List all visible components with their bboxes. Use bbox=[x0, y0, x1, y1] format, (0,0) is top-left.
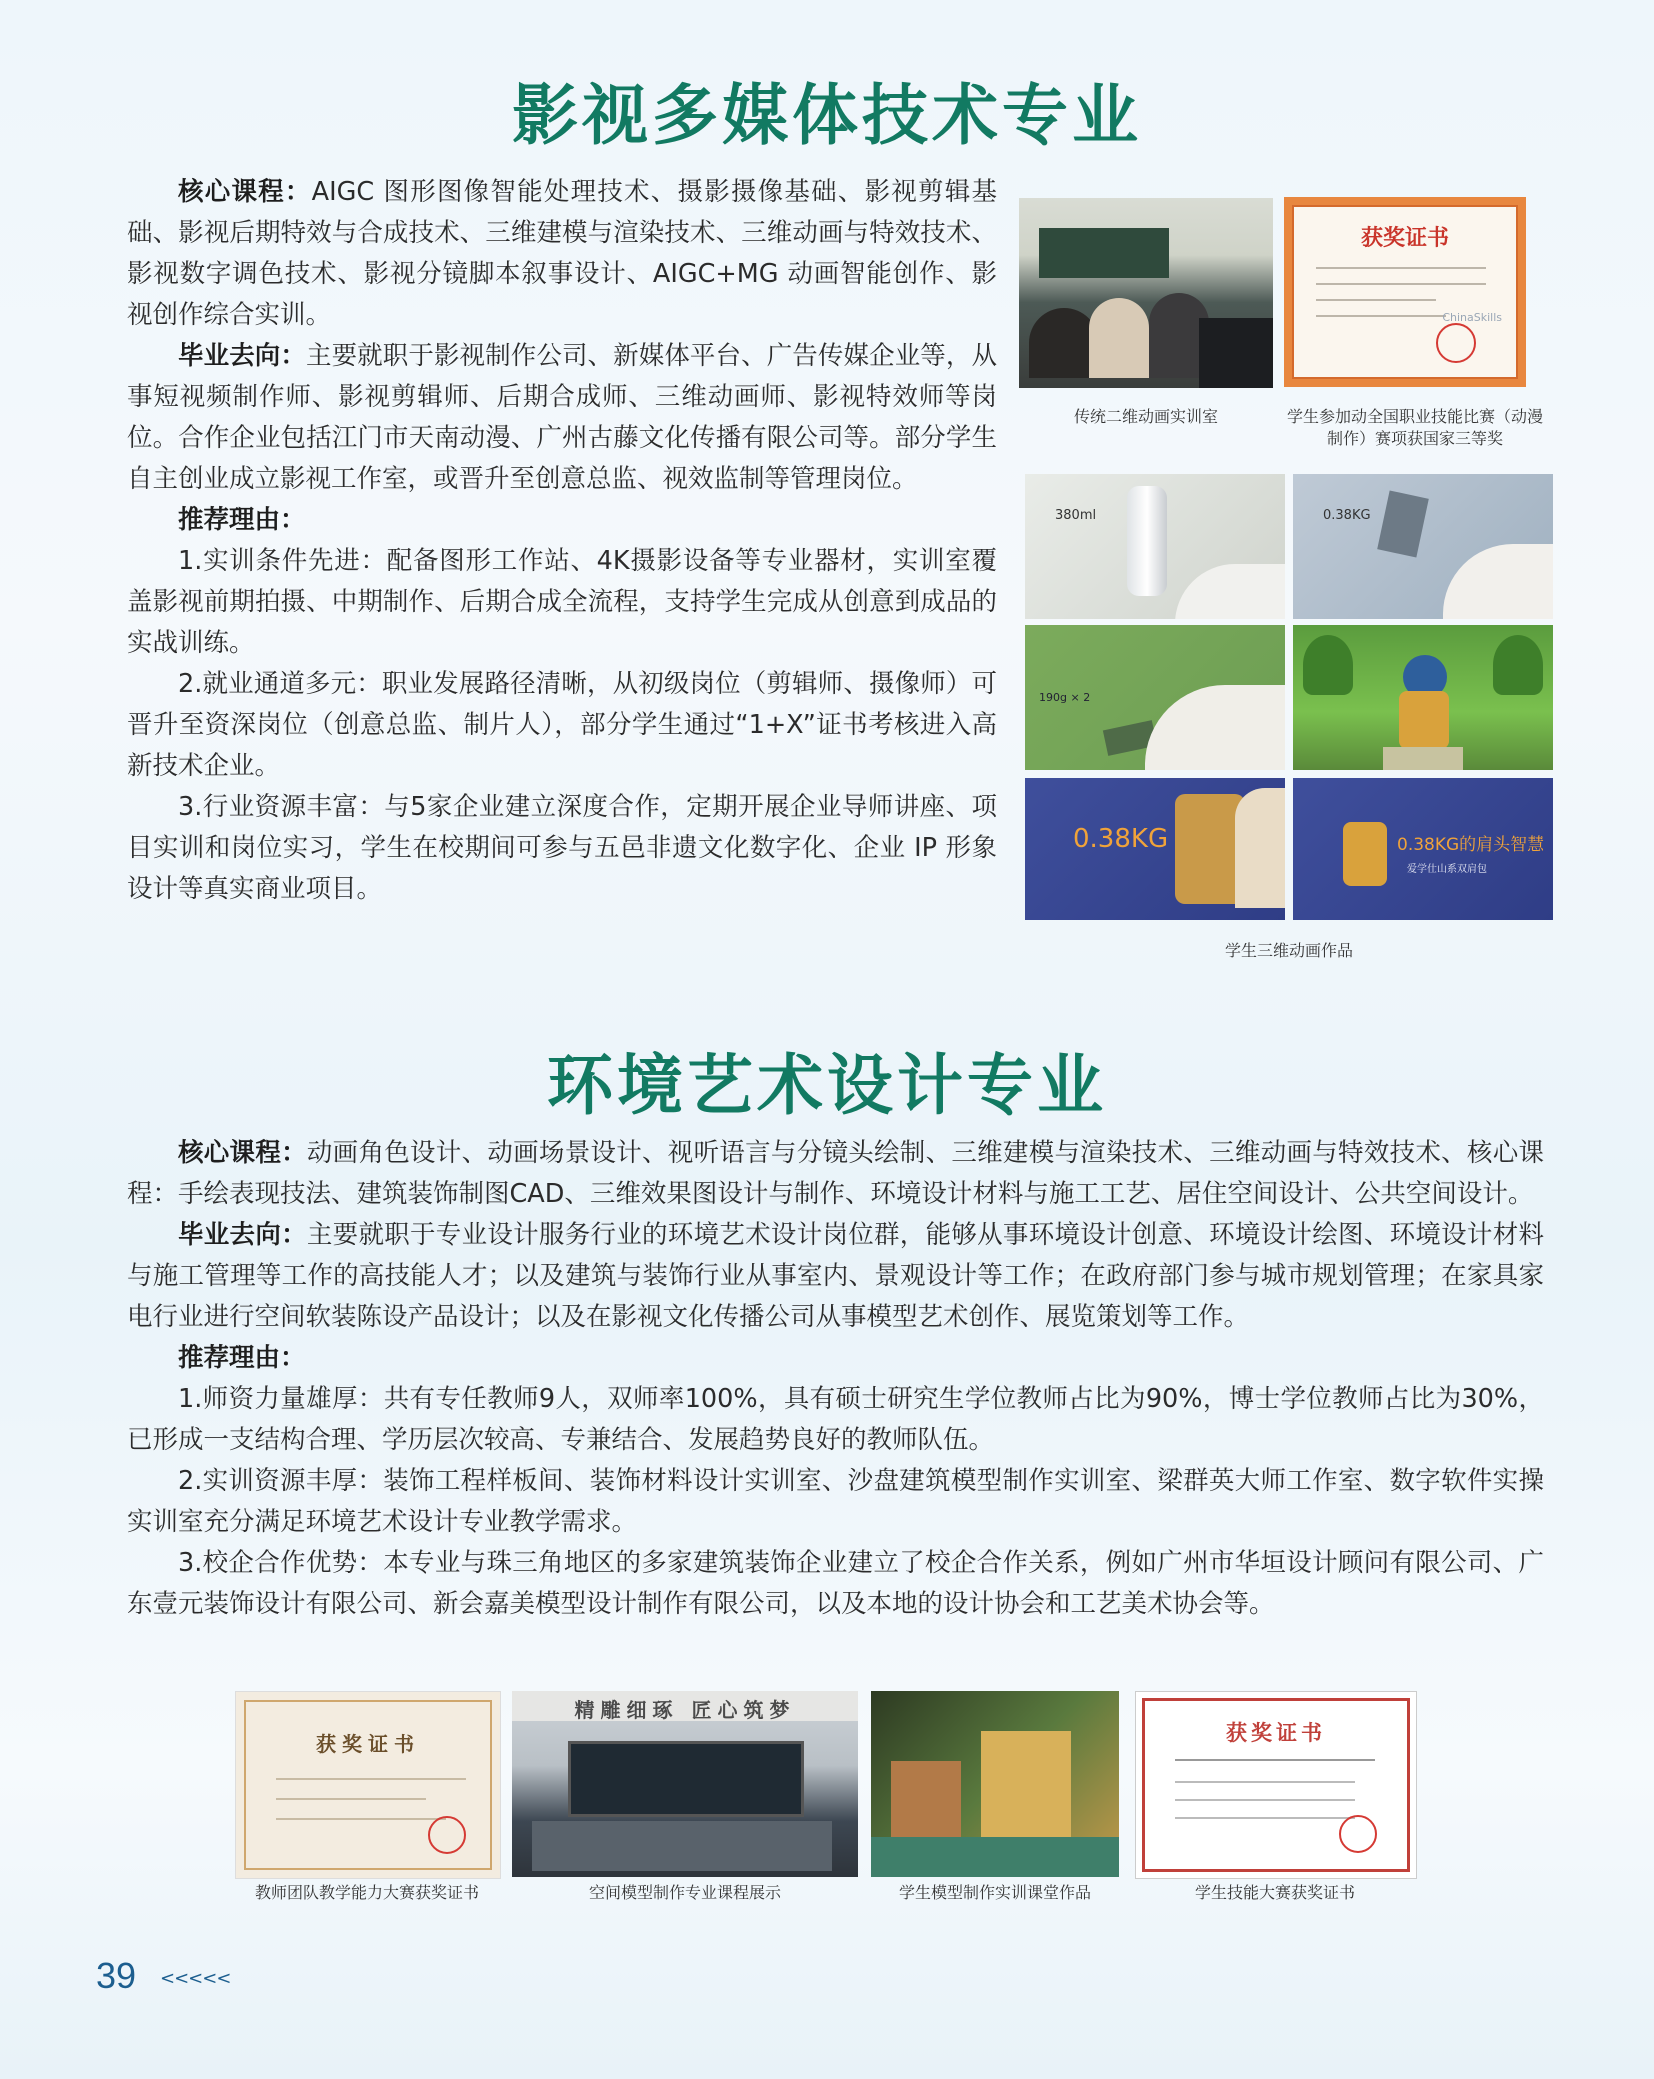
core-label: 核心课程： bbox=[178, 177, 312, 207]
award-caption: 学生参加动全国职业技能比赛（动漫制作）赛项获国家三等奖 bbox=[1286, 407, 1543, 448]
render-powerbank: 0.38KG bbox=[1293, 474, 1553, 619]
section2-text bbox=[127, 1133, 1544, 1625]
section2-title: 环境艺术设计专业 bbox=[547, 1047, 1107, 1124]
section1-reason-1: 1.实训条件先进：配备图形工作站、4K摄影设备等专业器材，实训室覆盖影视前期拍摄、中期制作、后期合成全流程，支持学生完成从创意到成品的实战训练。 bbox=[127, 546, 997, 658]
section2-core-paragraph: 核心课程：动画角色设计、动画场景设计、视听语言与分镜头绘制、三维建模与渲染技术、三维动画与特效技术、核心课程：手绘表现技法、建筑装饰制图CAD、三维效果图设计与制作、环境设计材料与施工工艺、居住空间设计、公共空间设计。 bbox=[127, 1138, 1544, 1209]
page-arrows-icon: <<<<< bbox=[160, 1968, 231, 1989]
section2-reason-2: 2.实训资源丰厚：装饰工程样板间、装饰材料设计实训室、沙盘建筑模型制作实训室、梁群英大师工作室、数字软件实操实训室充分满足环境艺术设计专业教学需求。 bbox=[127, 1466, 1544, 1537]
classroom-photo bbox=[1019, 198, 1273, 388]
student-award-caption: 学生技能大赛获奖证书 bbox=[1194, 1883, 1355, 1902]
section1-career-paragraph bbox=[127, 336, 997, 500]
classroom-caption: 传统二维动画实训室 bbox=[1073, 407, 1218, 426]
model-course-photo: 精雕细琢 匠心筑梦 bbox=[512, 1691, 858, 1877]
section2-reason-heading: 推荐理由： bbox=[178, 1343, 306, 1373]
core-text: AIGC 图形图像智能处理技术、摄影摄像基础、影视剪辑基础、影视后期特效与合成技术、三维建模与渲染技术、三维动画与特效技术、影视数字调色技术、影视分镜脚本叙事设计、AIGC+MG 动画智能创作、影视创作综合实训。 bbox=[127, 177, 997, 330]
render-backpack-model: 0.38KG bbox=[1025, 778, 1285, 920]
section1-reason-2: 2.就业通道多元：职业发展路径清晰，从初级岗位（剪辑师、摄像师）可晋升至资深岗位（创意总监、制片人），部分学生通过“1+X”证书考核进入高新技术企业。 bbox=[127, 669, 997, 781]
section2-career-paragraph: 毕业去向：主要就职于专业设计服务行业的环境艺术设计岗位群，能够从事环境设计创意、环境设计绘图、环境设计材料与施工管理等工作的高技能人才；以及建筑与装饰行业从事室内、景观设计等工作；在政府部门参与城市规划管理；在家具家电行业进行空间软装陈设产品设计；以及在影视文化传播公司从事模型艺术创作、展览策划等工作。 bbox=[127, 1220, 1544, 1332]
teacher-award-certificate: 获奖证书 bbox=[235, 1691, 501, 1879]
render-forest-character bbox=[1293, 625, 1553, 770]
section1-reason-heading: 推荐理由： bbox=[178, 505, 306, 535]
teacher-award-caption: 教师团队教学能力大赛获奖证书 bbox=[254, 1883, 479, 1902]
model-course-caption: 空间模型制作专业课程展示 bbox=[588, 1883, 781, 1902]
works-caption: 学生三维动画作品 bbox=[1224, 941, 1353, 960]
render-backpack-poster: 0.38KG的肩头智慧 爱学仕山系双肩包 bbox=[1293, 778, 1553, 920]
section1-title: 影视多媒体技术专业 bbox=[512, 77, 1142, 154]
page-number: 39 bbox=[96, 1955, 137, 1996]
student-model-caption: 学生模型制作实训课堂作品 bbox=[898, 1883, 1091, 1902]
section1-reason-3: 3.行业资源丰富：与5家企业建立深度合作，定期开展企业导师讲座、项目实训和岗位实习，学生在校期间可参与五邑非遗文化数字化、企业 IP 形象设计等真实商业项目。 bbox=[127, 792, 997, 904]
student-model-photo bbox=[871, 1691, 1119, 1877]
career-text: 主要就职于影视制作公司、新媒体平台、广告传媒企业等，从事短视频制作师、影视剪辑师、后期合成师、三维动画师、影视特效师等岗位。合作企业包括江门市天南动漫、广州古藤文化传播有限公司等。部分学生自主创业成立影视工作室，或晋升至创意总监、视效监制等管理岗位。 bbox=[127, 341, 997, 494]
career-label: 毕业去向： bbox=[178, 341, 306, 371]
section2-reason-3: 3.校企合作优势：本专业与珠三角地区的多家建筑装饰企业建立了校企合作关系，例如广州市华垣设计顾问有限公司、广东壹元装饰设计有限公司、新会嘉美模型设计制作有限公司，以及本地的设计协会和工艺美术协会等。 bbox=[127, 1548, 1544, 1619]
student-award-certificate: 获奖证书 bbox=[1135, 1691, 1417, 1879]
section2-reason-1: 1.师资力量雄厚：共有专任教师9人，双师率100%，具有硕士研究生学位教师占比为90%，博士学位教师占比为30%，已形成一支结构合理、学历层次较高、专兼结合、发展趋势良好的教师队伍。 bbox=[127, 1384, 1544, 1455]
chinaskills-logo: ChinaSkills bbox=[1442, 311, 1502, 324]
render-bottle: 380ml bbox=[1025, 474, 1285, 619]
section1-core-paragraph bbox=[127, 172, 997, 336]
award-certificate-photo bbox=[1284, 197, 1526, 387]
cert-seal bbox=[1436, 323, 1476, 363]
render-green: 190g × 2 bbox=[1025, 625, 1285, 770]
section1-text bbox=[127, 172, 997, 910]
cert-title: 获奖证书 bbox=[1360, 226, 1449, 251]
